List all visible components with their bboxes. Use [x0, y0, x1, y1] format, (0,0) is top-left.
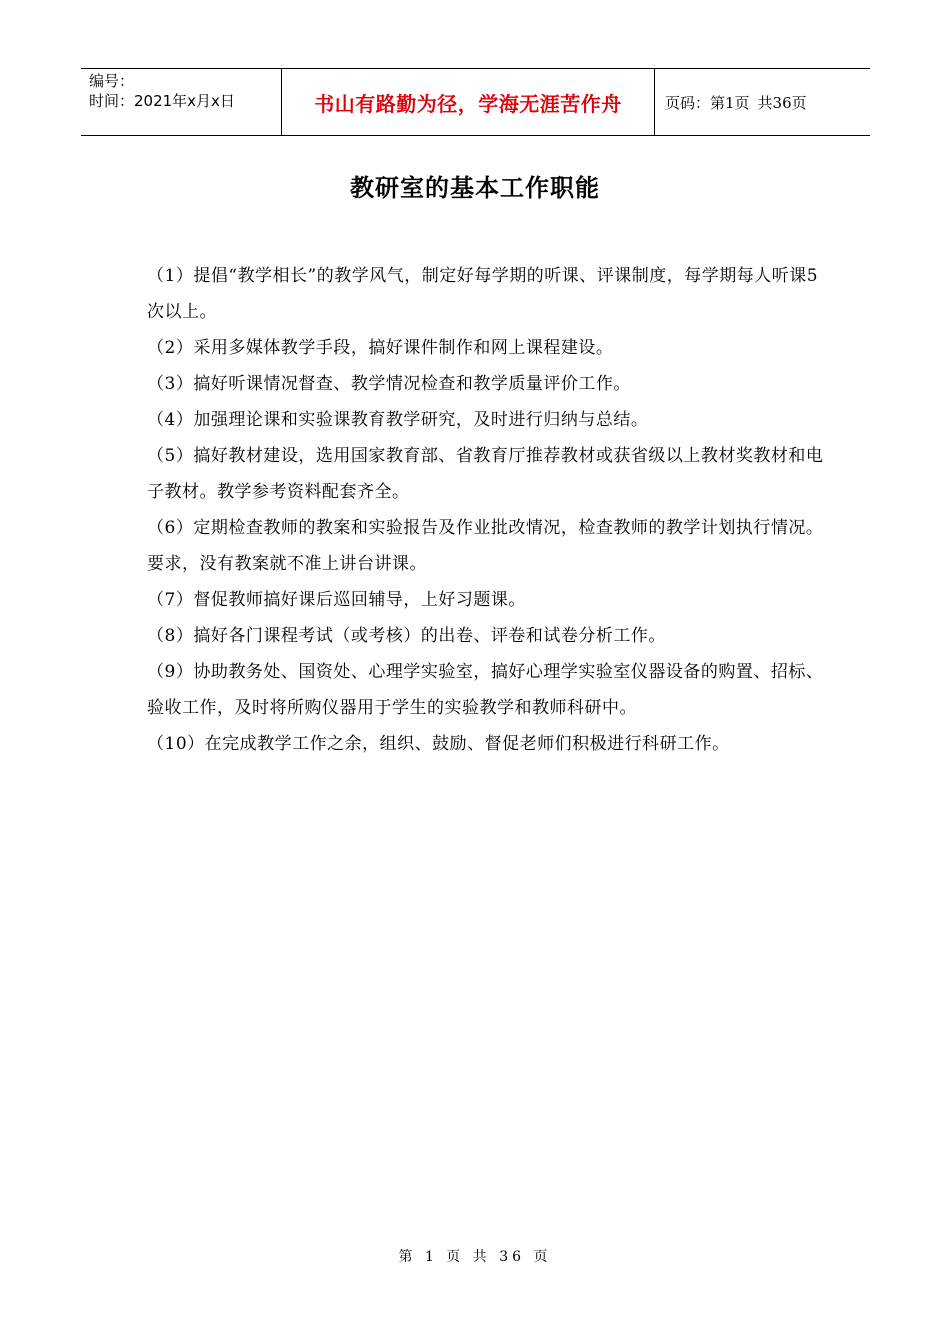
- duty-item-8: （8）搞好各门课程考试（或考核）的出卷、评卷和试卷分析工作。: [147, 626, 666, 646]
- header-meta-cell: [81, 69, 282, 135]
- document-title: 教研室的基本工作职能: [350, 174, 600, 202]
- page-total-label: 共36页: [757, 93, 807, 112]
- date-label: 时间：2021年x月x日: [89, 92, 235, 110]
- header-motto-cell: [282, 69, 655, 135]
- duty-item-4: （4）加强理论课和实验课教育教学研究，及时进行归纳与总结。: [147, 410, 649, 430]
- duty-item-7: （7）督促教师搞好课后巡回辅导，上好习题课。: [147, 590, 526, 610]
- duty-item-1: （1）提倡“教学相长”的教学风气，制定好每学期的听课、评课制度，每学期每人听课5次以上。: [147, 266, 819, 322]
- page-footer: 第 1 页 共 36 页: [398, 1249, 552, 1265]
- serial-number-label: 编号：: [89, 72, 135, 90]
- duty-item-2: （2）采用多媒体教学手段，搞好课件制作和网上课程建设。: [147, 338, 614, 358]
- document-header: [81, 68, 870, 136]
- document-body: [147, 258, 827, 762]
- duty-item-10: （10）在完成教学工作之余，组织、鼓励、督促老师们积极进行科研工作。: [147, 734, 730, 754]
- duty-item-5: （5）搞好教材建设，选用国家教育部、省教育厅推荐教材或获省级以上教材奖教材和电子教材。教学参考资料配套齐全。: [147, 446, 824, 502]
- page-number-label: 页码：第1页: [665, 93, 750, 112]
- duty-item-9: （9）协助教务处、国资处、心理学实验室，搞好心理学实验室仪器设备的购置、招标、验收工作，及时将所购仪器用于学生的实验教学和教师科研中。: [147, 662, 824, 718]
- motto-text: 书山有路勤为径，学海无涯苦作舟: [314, 91, 622, 116]
- header-page-cell: [655, 69, 870, 135]
- duty-item-6: （6）定期检查教师的教案和实验报告及作业批改情况，检查教师的教学计划执行情况。要求，没有教案就不准上讲台讲课。: [147, 518, 824, 574]
- duty-item-3: （3）搞好听课情况督查、教学情况检查和教学质量评价工作。: [147, 374, 631, 394]
